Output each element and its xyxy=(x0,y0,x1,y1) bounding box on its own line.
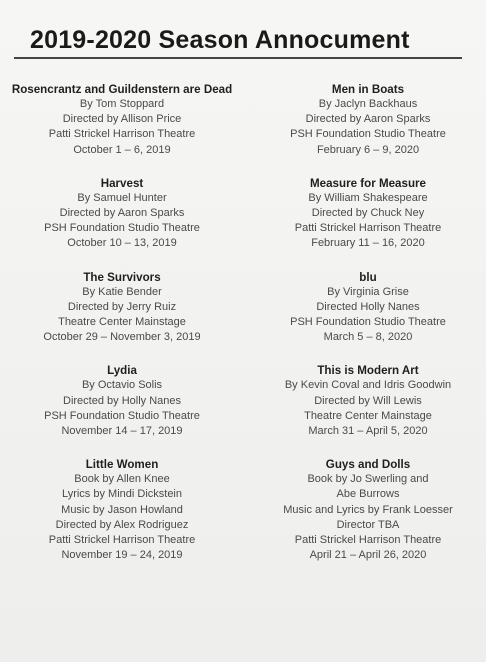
show-title: Guys and Dolls xyxy=(325,458,411,472)
show-dates: November 19 – 24, 2019 xyxy=(61,549,183,562)
show-entry xyxy=(248,176,486,252)
show-venue: Theatre Center Mainstage xyxy=(58,316,186,329)
show-title: Men in Boats xyxy=(331,83,405,96)
show-dates: March 5 – 8, 2020 xyxy=(323,331,413,344)
show-entry xyxy=(248,82,486,158)
show-title: The Survivors xyxy=(83,270,161,284)
show-director: Directed by Holly Nanes xyxy=(63,394,181,407)
show-dates: April 21 – April 26, 2020 xyxy=(309,549,427,562)
show-dates: February 6 – 9, 2020 xyxy=(316,143,420,156)
show-entry xyxy=(2,363,242,439)
show-entry xyxy=(2,457,242,563)
show-venue: PSH Foundation Studio Theatre xyxy=(290,316,446,329)
show-author: By Virginia Grise xyxy=(327,285,409,298)
show-entry xyxy=(2,270,242,346)
show-dates: October 29 – November 3, 2019 xyxy=(43,331,201,344)
show-dates: February 11 – 16, 2020 xyxy=(311,237,425,250)
show-author: By Katie Bender xyxy=(82,285,162,298)
show-book-credit: Book by Allen Knee xyxy=(74,473,170,486)
show-director: Director TBA xyxy=(336,518,400,531)
show-title: blu xyxy=(359,270,377,284)
show-title: Harvest xyxy=(100,176,144,190)
show-venue: PSH Foundation Studio Theatre xyxy=(44,409,200,422)
show-entry xyxy=(248,363,486,439)
show-book-credit: Book by Jo Swerling and xyxy=(307,473,429,486)
show-music-credit: Music by Jason Howland xyxy=(61,503,183,516)
show-venue: Patti Strickel Harrison Theatre xyxy=(294,222,442,235)
show-entry xyxy=(2,176,242,252)
show-venue: Patti Strickel Harrison Theatre xyxy=(294,534,442,547)
show-venue: PSH Foundation Studio Theatre xyxy=(44,222,200,235)
show-author: By Octavio Solis xyxy=(81,379,163,392)
show-director: Directed Holly Nanes xyxy=(316,300,420,313)
show-director: Directed by Will Lewis xyxy=(314,394,422,407)
show-director: Directed by Aaron Sparks xyxy=(59,207,185,220)
show-title: Lydia xyxy=(107,364,137,378)
show-lyrics-credit: Lyrics by Mindi Dickstein xyxy=(61,488,182,501)
show-author: By Tom Stoppard xyxy=(79,98,165,110)
show-entry xyxy=(2,82,242,158)
show-author: By William Shakespeare xyxy=(308,191,428,204)
show-venue: Patti Strickel Harrison Theatre xyxy=(48,534,196,547)
show-author: By Samuel Hunter xyxy=(77,191,167,204)
show-entry xyxy=(248,270,486,346)
show-venue: PSH Foundation Studio Theatre xyxy=(290,128,446,141)
show-author: By Kevin Coval and Idris Goodwin xyxy=(284,379,452,392)
show-title: This is Modern Art xyxy=(317,364,419,378)
show-director: Directed by Alex Rodriguez xyxy=(55,518,189,531)
page-title: 2019-2020 Season Annocument xyxy=(30,26,410,54)
show-author: By Jaclyn Backhaus xyxy=(318,98,418,110)
show-director: Directed by Aaron Sparks xyxy=(305,113,431,126)
left-season-column xyxy=(2,82,242,581)
show-director: Directed by Jerry Ruiz xyxy=(67,300,177,313)
show-title: Rosencrantz and Guildenstern are Dead xyxy=(11,83,233,96)
show-director: Directed by Allison Price xyxy=(62,113,182,126)
show-dates: March 31 – April 5, 2020 xyxy=(308,425,428,438)
show-dates: November 14 – 17, 2019 xyxy=(61,425,183,438)
show-music-lyrics-credit: Music and Lyrics by Frank Loesser xyxy=(283,503,453,516)
show-director: Directed by Chuck Ney xyxy=(311,207,425,220)
show-title: Measure for Measure xyxy=(310,176,426,190)
show-venue: Patti Strickel Harrison Theatre xyxy=(48,128,196,141)
show-dates: October 1 – 6, 2019 xyxy=(73,143,171,156)
show-title: Little Women xyxy=(85,458,159,472)
show-dates: October 10 – 13, 2019 xyxy=(67,237,177,250)
right-season-column xyxy=(248,82,486,581)
show-book-credit-cont: Abe Burrows xyxy=(336,488,400,501)
show-entry xyxy=(248,457,486,563)
title-divider xyxy=(14,57,462,59)
show-venue: Theatre Center Mainstage xyxy=(304,409,432,422)
